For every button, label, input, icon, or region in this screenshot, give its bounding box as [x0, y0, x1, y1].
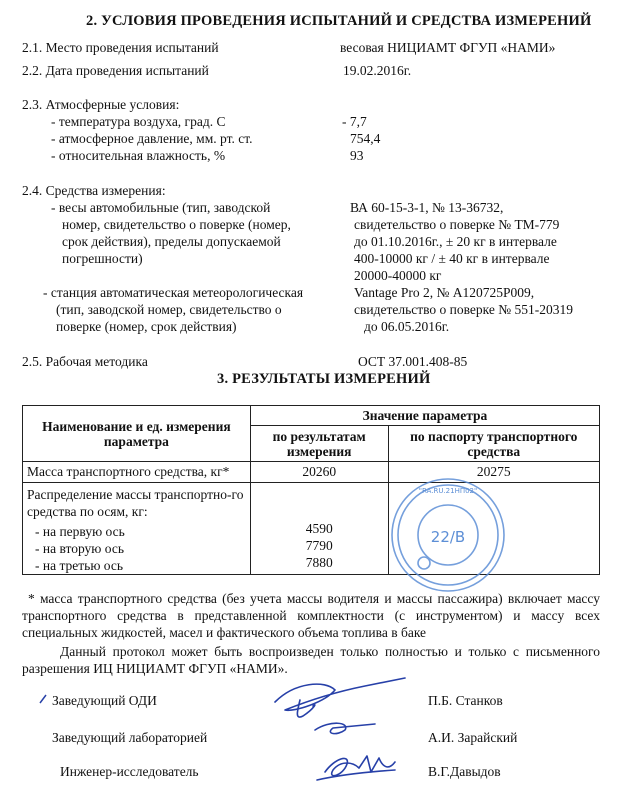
- footnote: * масса транспортного средства (без учета массы водителя и массы пассажира) включает массу транспортного средства в представленной комплектности (с инструментом) и массу всех специальных жидкостей, масел и фактического объема топлива в баке: [22, 591, 600, 640]
- station-line: (тип, заводской номер, свидетельство о: [56, 302, 282, 317]
- mass-measured: 20260: [250, 462, 388, 483]
- mass-passport: 20275: [388, 462, 599, 483]
- station-value: свидетельство о поверке № 551-20319: [354, 302, 574, 317]
- scales-line: номер, свидетельство о поверке (номер,: [62, 217, 291, 232]
- stamp-top-text: "RA.RU.21НП02": [418, 487, 478, 495]
- scales-line: срок действия), пределы допускаемой: [62, 234, 281, 249]
- temp-value: - 7,7: [342, 114, 367, 129]
- date-label: 2.2. Дата проведения испытаний: [22, 63, 209, 78]
- station-line: - станция автоматическая метеорологическая: [43, 285, 304, 300]
- axle3-value: 7880: [305, 555, 333, 570]
- mass-label: Масса транспортного средства, кг*: [23, 462, 251, 483]
- scales-value: ВА 60-15-3-1, № 13-36732,: [350, 200, 504, 215]
- atm-label: 2.3. Атмосферные условия:: [22, 97, 180, 112]
- temp-label: - температура воздуха, град. С: [51, 114, 226, 129]
- scales-line: - весы автомобильные (тип, заводской: [51, 200, 271, 215]
- section-2-title: 2. УСЛОВИЯ ПРОВЕДЕНИЯ ИСПЫТАНИЙ И СРЕДСТВА ИЗМЕРЕНИЙ: [86, 13, 592, 29]
- pressure-label: - атмосферное давление, мм. рт. ст.: [51, 131, 253, 146]
- section-3-title: 3. РЕЗУЛЬТАТЫ ИЗМЕРЕНИЙ: [217, 371, 431, 387]
- stamp-number: 22/В: [430, 528, 466, 546]
- header-name: Наименование и ед. измерения параметра: [23, 406, 251, 462]
- signature-tick-icon: [38, 693, 54, 705]
- place-value: весовая НИЦИАМТ ФГУП «НАМИ»: [340, 40, 556, 55]
- scales-value: 20000-40000 кг: [354, 268, 442, 283]
- header-passport: по паспорту транспортного средства: [388, 426, 599, 462]
- results-table: [22, 405, 600, 575]
- scales-value: 400-10000 кг / ± 40 кг в интервале: [354, 251, 550, 266]
- axle2-value: 7790: [305, 538, 333, 553]
- axle3-label: - на третью ось: [35, 558, 124, 573]
- date-value: 19.02.2016г.: [343, 63, 412, 78]
- pressure-value: 754,4: [350, 131, 381, 146]
- method-label: 2.5. Рабочая методика: [22, 354, 148, 369]
- role-head-lab: Заведующий лабораторией: [52, 730, 208, 745]
- means-label: 2.4. Средства измерения:: [22, 183, 166, 198]
- humidity-value: 93: [350, 148, 364, 163]
- scales-value: до 01.10.2016г., ± 20 кг в интервале: [354, 234, 557, 249]
- header-measured: по результатам измерения: [250, 426, 388, 462]
- header-value: Значение параметра: [250, 406, 599, 426]
- scales-line: погрешности): [62, 251, 143, 266]
- name-davydov: В.Г.Давыдов: [428, 764, 501, 779]
- role-engineer: Инженер-исследователь: [60, 764, 199, 779]
- axle2-label: - на вторую ось: [35, 541, 124, 556]
- place-label: 2.1. Место проведения испытаний: [22, 40, 219, 55]
- axle1-label: - на первую ось: [35, 524, 125, 539]
- name-zaraisky: А.И. Зарайский: [428, 730, 518, 745]
- handwritten-signatures-icon: [255, 672, 425, 797]
- humidity-label: - относительная влажность, %: [51, 148, 226, 163]
- distribution-label: Распределение массы транспортно-го средства по осям, кг:: [27, 487, 244, 519]
- axle1-value: 4590: [305, 521, 333, 536]
- method-value: ОСТ 37.001.408-85: [358, 354, 468, 369]
- scales-value: свидетельство о поверке № ТМ-779: [354, 217, 560, 232]
- station-line: поверке (номер, срок действия): [56, 319, 237, 334]
- station-value: Vantage Pro 2, № А120725Р009,: [354, 285, 535, 300]
- station-value: до 06.05.2016г.: [364, 319, 450, 334]
- round-stamp-icon: [388, 475, 508, 595]
- name-stankov: П.Б. Станков: [428, 693, 503, 708]
- notice: Данный протокол может быть воспроизведен только полностью и только с письменного разрешения ИЦ НИЦИАМТ ФГУП «НАМИ».: [22, 644, 600, 676]
- role-head-odi: Заведующий ОДИ: [52, 693, 157, 708]
